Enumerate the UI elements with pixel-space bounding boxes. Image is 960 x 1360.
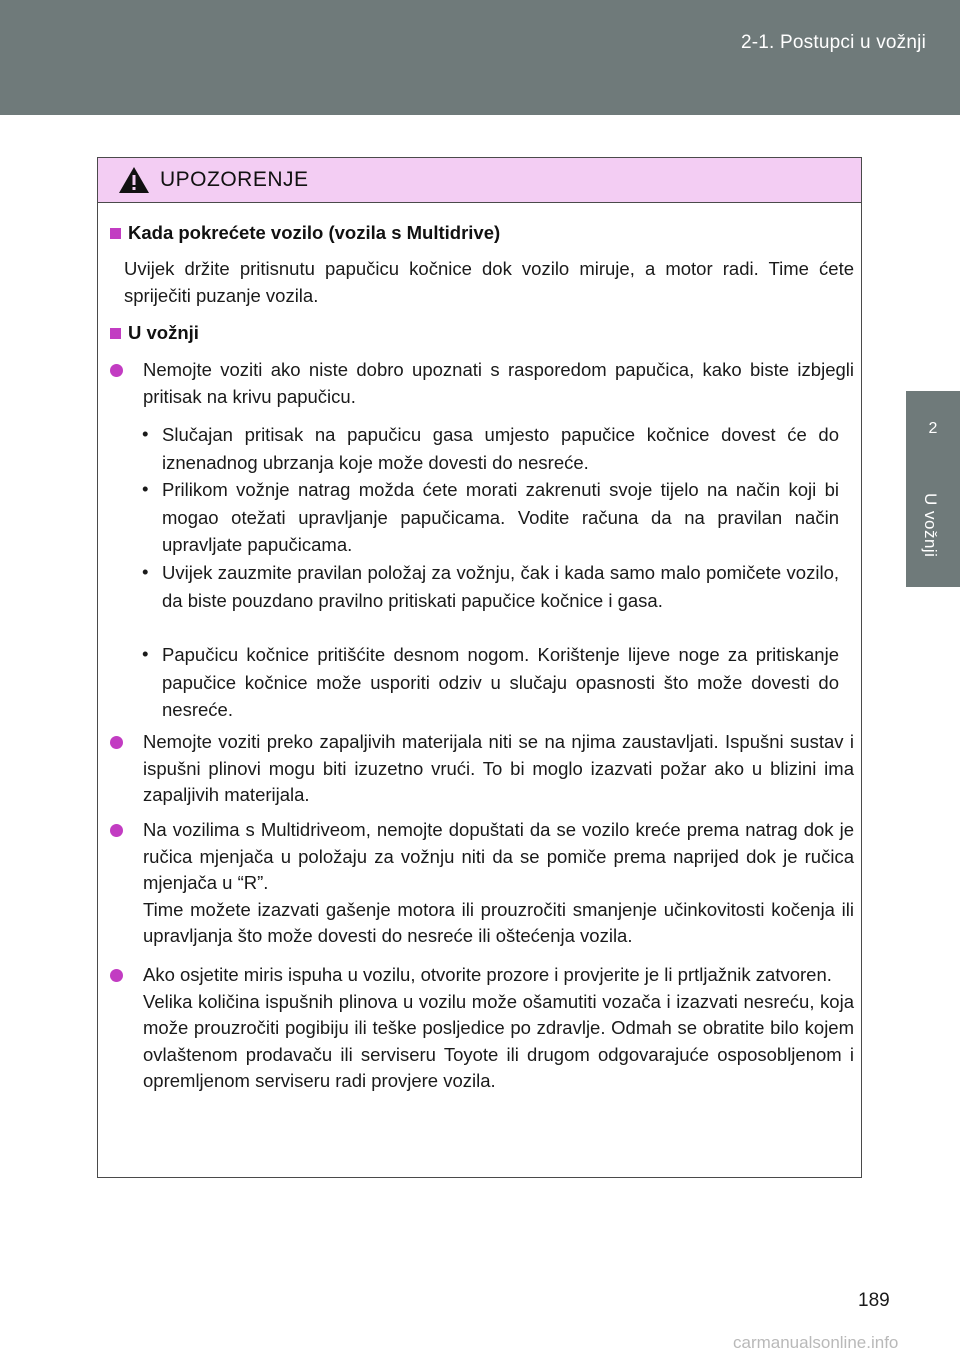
header-bar bbox=[0, 0, 960, 115]
list-item: Ako osjetite miris ispuha u vozilu, otvorite prozore i provjerite je li prtljažnik zatvoren. Velika količina ispušnih plinova u vozilu može ošamutiti vozača i izazvati nesreću, koja može prouzročiti pogibiju ili teške posljedice po zdravlje. Odmah se obratite bilo kojem ovlaštenom prodavaču ili serviseru Toyote ili drugom odgovarajuće osposobljenom i opremljenom serviseru radi provjere vozila. bbox=[110, 962, 854, 1095]
round-bullet-icon bbox=[110, 736, 123, 749]
sub-list-item: • Slučajan pritisak na papučicu gasa umjesto papučice kočnice dovest će do iznenadnog ubrzanja koje može dovesti do nesreće. bbox=[142, 423, 839, 473]
sub-list-item: • Papučicu kočnice pritišćite desnom nogom. Korištenje lijeve noge za pritiskanje papučice kočnice može usporiti odziv u slučaju opasnosti što može dovesti do nesreće. bbox=[142, 643, 839, 720]
sub-list-item: • Uvijek zauzmite pravilan položaj za vožnju, čak i kada samo malo pomičete vozilo, da biste pouzdano pravilno pritiskati papučice kočnice i gasa. bbox=[142, 561, 839, 611]
paragraph: Uvijek držite pritisnutu papučicu kočnice dok vozilo miruje, a motor radi. Time ćete spriječiti puzanje vozila. bbox=[124, 258, 854, 306]
page-number: 189 bbox=[858, 1290, 890, 1311]
watermark: carmanualsonline.info bbox=[733, 1333, 899, 1352]
round-bullet-icon bbox=[110, 969, 123, 982]
warning-triangle-icon bbox=[118, 166, 150, 194]
round-bullet-icon bbox=[110, 824, 123, 837]
sub-list-item: • Prilikom vožnje natrag možda ćete morati zakrenuti svoje tijelo na način koji bi mogao otežati upravljanje papučicama. Vodite računa da na pravilan način upravljate papučicama. bbox=[142, 478, 839, 555]
section-heading: Kada pokrećete vozilo (vozila s Multidrive) bbox=[110, 222, 500, 244]
chapter-label: U vožnji bbox=[921, 493, 940, 558]
warning-header bbox=[98, 158, 861, 203]
section-heading: U vožnji bbox=[110, 322, 199, 344]
warning-title: UPOZORENJE bbox=[160, 168, 309, 191]
square-bullet-icon bbox=[110, 228, 121, 239]
list-item: Nemojte voziti preko zapaljivih materijala niti se na njima zaustavljati. Ispušni sustav i ispušni plinovi mogu biti izuzetno vrući. To bi moglo izazvati požar ako u blizini ima zapaljivih materijala. bbox=[110, 729, 854, 809]
round-bullet-icon bbox=[110, 364, 123, 377]
list-item: Nemojte voziti ako niste dobro upoznati s rasporedom papučica, kako biste izbjegli pritisak na krivu papučicu. bbox=[110, 357, 854, 410]
section-title: 2-1. Postupci u vožnji bbox=[741, 32, 926, 53]
chapter-number: 2 bbox=[928, 420, 938, 437]
warning-box bbox=[97, 157, 862, 1178]
list-item: Na vozilima s Multidriveom, nemojte dopuštati da se vozilo kreće prema natrag dok je ručica mjenjača u položaju za vožnju niti da se pomiče prema naprijed dok je ručica mjenjača u “R”. Time možete izazvati gašenje motora ili prouzročiti smanjenje učinkovitosti kočenja ili upravljanja što može dovesti do nesreće ili oštećenja vozila. bbox=[110, 817, 854, 950]
square-bullet-icon bbox=[110, 328, 121, 339]
